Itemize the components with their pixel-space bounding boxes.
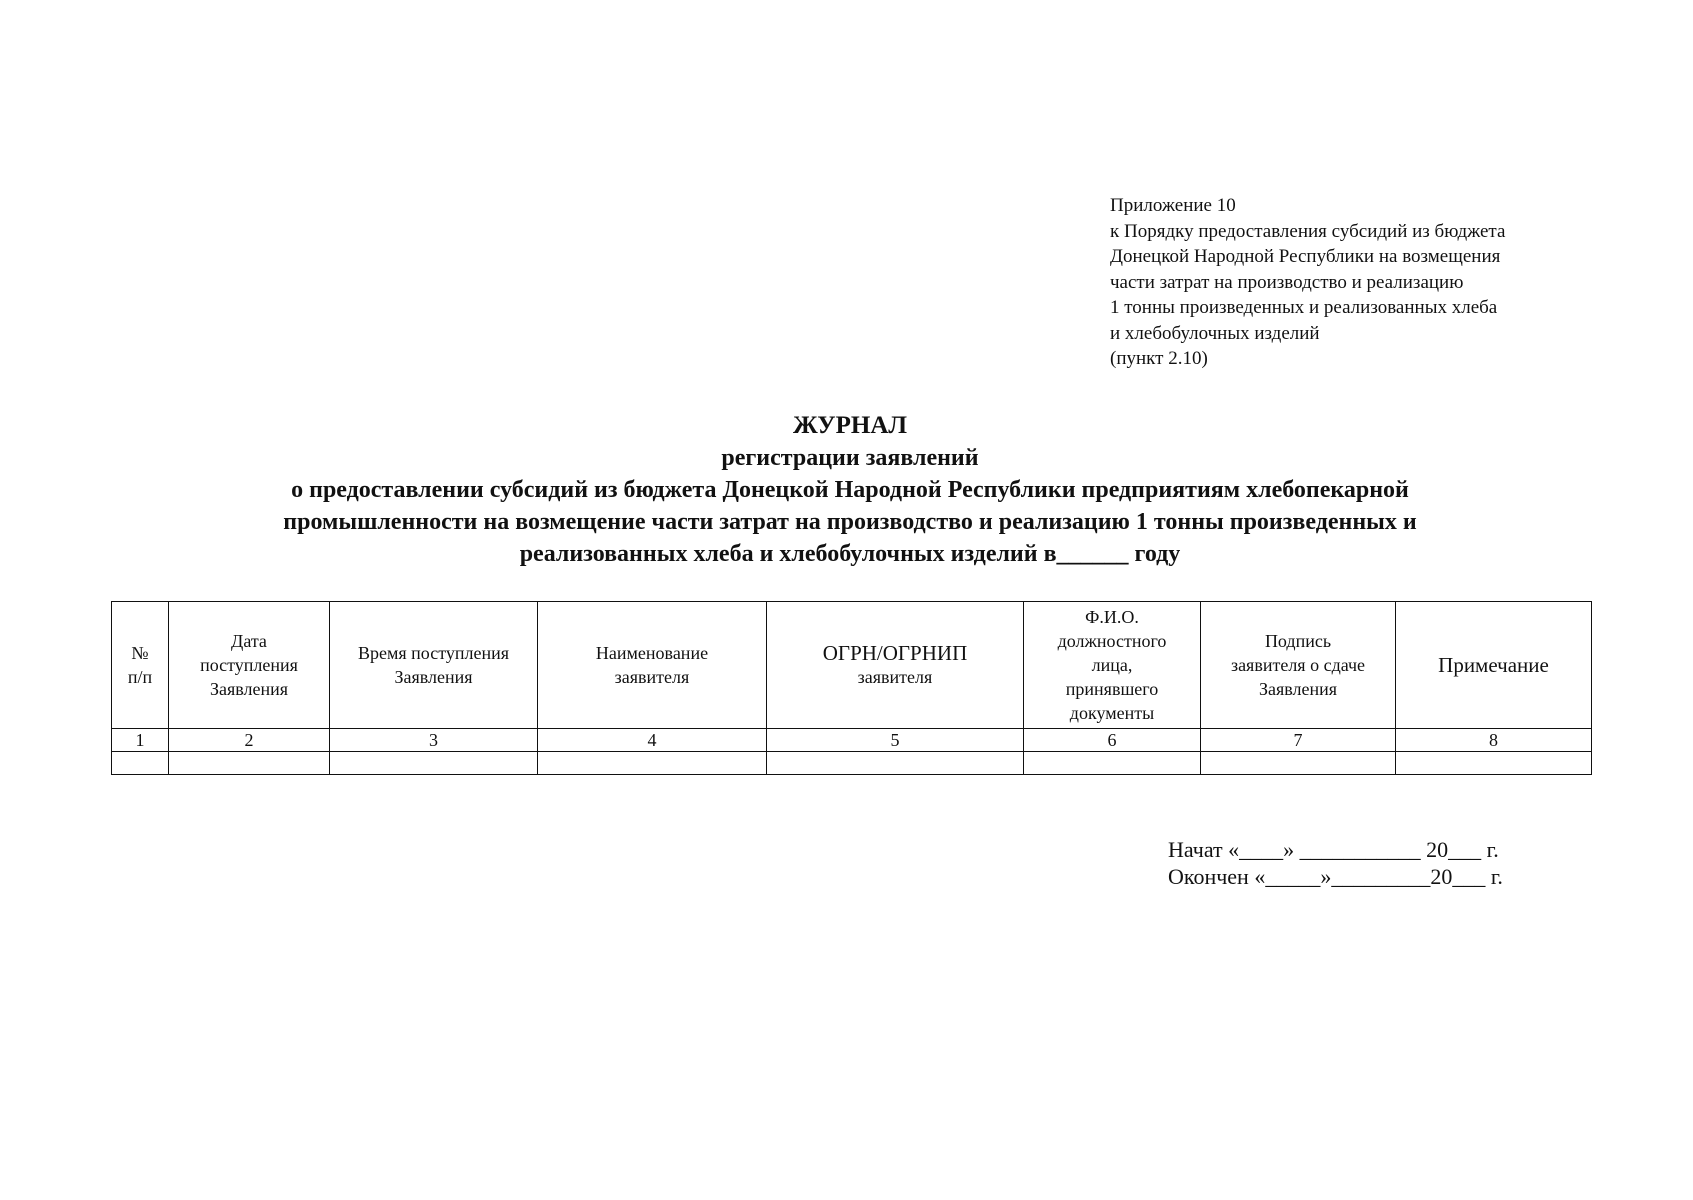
appendix-line: Приложение 10	[1110, 195, 1236, 216]
header-date	[169, 602, 330, 729]
header-applicant-name	[538, 602, 767, 729]
column-number: 2	[169, 729, 330, 752]
table-cell	[1201, 752, 1396, 775]
header-line: Подпись	[1264, 631, 1332, 651]
header-line: Ф.И.О.	[1085, 607, 1139, 627]
title-line: реализованных хлеба и хлебобулочных изделий в______ году	[519, 541, 1181, 567]
header-line: должностного	[1057, 631, 1167, 651]
appendix-line: 1 тонны произведенных и реализованных хлеба	[1110, 297, 1498, 318]
header-line: заявителя	[614, 667, 690, 687]
title-line: регистрации заявлений	[721, 445, 979, 471]
column-number-row	[112, 729, 1592, 752]
header-official	[1024, 602, 1201, 729]
table-header-row	[112, 602, 1592, 729]
appendix-line: (пункт 2.10)	[1110, 348, 1208, 369]
header-line: документы	[1069, 703, 1155, 723]
table-cell	[538, 752, 767, 775]
column-number: 6	[1024, 729, 1201, 752]
header-line: Примечание	[1438, 653, 1549, 677]
appendix-line: и хлебобулочных изделий	[1110, 322, 1320, 344]
appendix-note	[1110, 193, 1670, 372]
header-line: Заявления	[209, 679, 289, 699]
table-cell	[1024, 752, 1201, 775]
header-signature	[1201, 602, 1396, 729]
header-line: поступления	[200, 655, 298, 675]
table-cell	[112, 752, 169, 775]
appendix-line: части затрат на производство и реализацию	[1110, 271, 1464, 293]
column-number: 1	[112, 729, 169, 752]
column-number: 4	[538, 729, 767, 752]
title-line: о предоставлении субсидий из бюджета Донецкой Народной Республики предприятиям хлебопекарной	[291, 477, 1409, 503]
header-time	[330, 602, 538, 729]
header-note	[1396, 602, 1592, 729]
table-cell	[1396, 752, 1592, 775]
header-line: Время поступления	[357, 643, 509, 663]
header-line: принявшего	[1065, 679, 1159, 699]
header-line: Заявления	[1258, 679, 1338, 699]
header-line: заявителя о сдаче	[1230, 655, 1366, 675]
title-line: промышленности на возмещение части затрат на производство и реализацию 1 тонны произведенных и	[283, 509, 1417, 535]
journal-table	[111, 601, 1592, 775]
header-line: Заявления	[394, 667, 473, 687]
journal-dates	[1168, 836, 1503, 890]
column-number: 5	[767, 729, 1024, 752]
table-cell	[330, 752, 538, 775]
finished-date-line: Окончен «_____»_________20___ г.	[1168, 864, 1503, 889]
document-title	[100, 410, 1600, 570]
appendix-line: Донецкой Народной Республики на возмещения	[1110, 246, 1501, 267]
header-line: Дата	[231, 631, 267, 651]
table-row	[112, 752, 1592, 775]
table-cell	[767, 752, 1024, 775]
header-line: ОГРН/ОГРНИП	[822, 641, 968, 665]
appendix-line: к Порядку предоставления субсидий из бюджета	[1110, 220, 1506, 242]
table-cell	[169, 752, 330, 775]
header-line: Наименование	[595, 643, 709, 663]
header-line: №	[131, 643, 149, 663]
started-date-line: Начат «____» ___________ 20___ г.	[1168, 837, 1499, 862]
header-line: лица,	[1091, 655, 1133, 675]
column-number: 7	[1201, 729, 1396, 752]
column-number: 3	[330, 729, 538, 752]
header-ogrn	[767, 602, 1024, 729]
header-line: заявителя	[857, 667, 933, 687]
header-number	[112, 602, 169, 729]
column-number: 8	[1396, 729, 1592, 752]
header-line: п/п	[127, 667, 153, 687]
title-main: ЖУРНАЛ	[792, 412, 908, 439]
